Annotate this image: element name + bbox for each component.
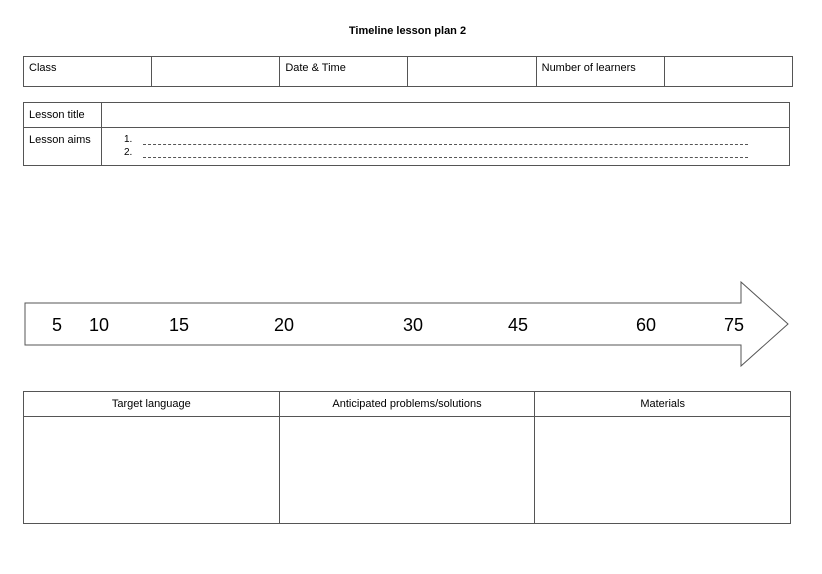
page-title: Timeline lesson plan 2 [348,25,467,37]
class-label: Class [24,57,152,87]
class-field[interactable] [152,57,280,87]
date-time-field[interactable] [408,57,536,87]
aim-line-1[interactable] [143,144,748,145]
minute-30: 30 [402,315,424,335]
lesson-title-field[interactable] [102,103,790,128]
materials-header: Materials [535,392,791,417]
minute-60: 60 [635,315,657,335]
planning-columns-table [23,391,791,524]
target-language-header: Target language [24,392,280,417]
number-of-learners-field[interactable] [664,57,792,87]
minute-45: 45 [507,315,529,335]
lesson-aims-label: Lesson aims [24,128,102,166]
timeline-arrow [0,280,822,372]
anticipated-problems-field[interactable] [279,417,535,524]
minute-10: 10 [88,315,110,335]
minute-20: 20 [273,315,295,335]
minute-75: 75 [723,315,745,335]
number-of-learners-label: Number of learners [536,57,664,87]
aim-line-2[interactable] [143,157,748,158]
lesson-details-table [23,102,790,166]
target-language-field[interactable] [24,417,280,524]
aim-number-1: 1. [124,134,133,145]
minute-5: 5 [51,315,63,335]
class-info-table [23,56,793,87]
materials-field[interactable] [535,417,791,524]
lesson-title-label: Lesson title [24,103,102,128]
minute-15: 15 [168,315,190,335]
date-time-label: Date & Time [280,57,408,87]
anticipated-problems-header: Anticipated problems/solutions [279,392,535,417]
lesson-aims-field[interactable] [102,128,790,166]
aim-number-2: 2. [124,147,133,158]
